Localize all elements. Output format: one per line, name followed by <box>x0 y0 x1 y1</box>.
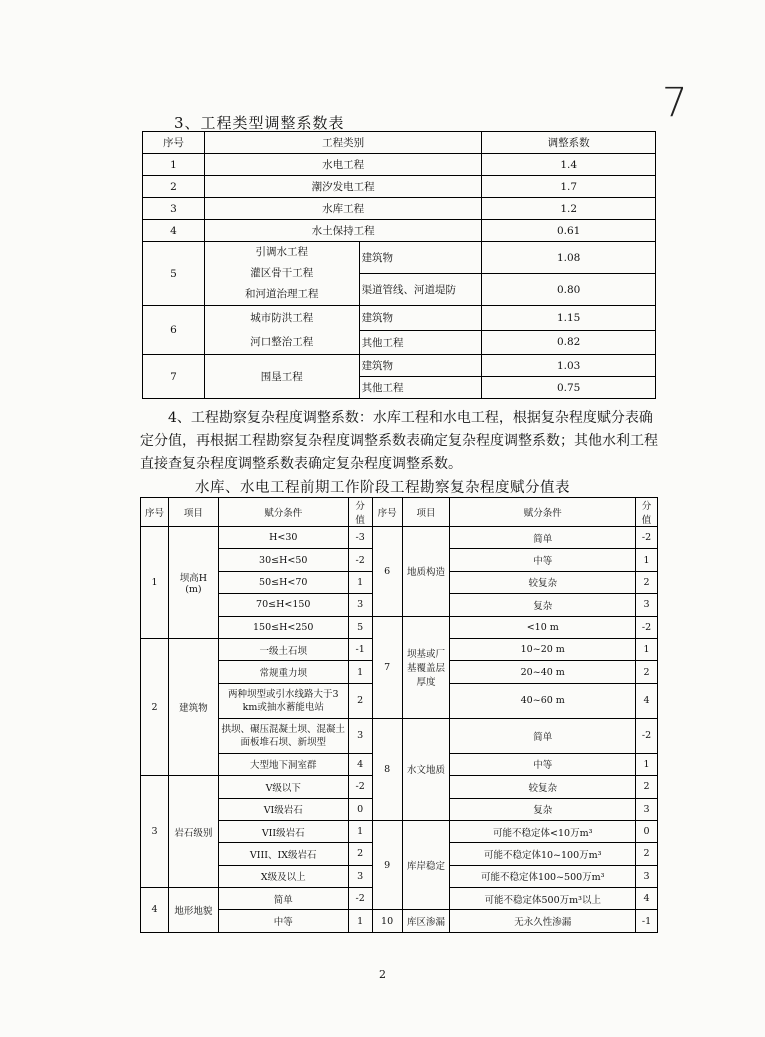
score-condition: 30≤H<50 <box>218 549 348 571</box>
project-type: 水电工程 <box>204 154 481 176</box>
table-caption: 水库、水电工程前期工作阶段工程勘察复杂程度赋分值表 <box>195 480 570 496</box>
score-condition: 中等 <box>450 753 636 775</box>
col-header: 赋分条件 <box>218 498 348 527</box>
table-row <box>143 220 656 242</box>
sub-type: 其他工程 <box>359 330 482 355</box>
section4-paragraph <box>140 407 660 476</box>
group-no: 1 <box>141 527 169 639</box>
score-value: -2 <box>636 718 658 753</box>
score-value: 3 <box>636 865 658 887</box>
score-condition: 中等 <box>218 910 348 932</box>
paragraph-text: 4、工程勘察复杂程度调整系数：水库工程和水电工程，根据复杂程度赋分表确定分值，再根据工程勘察复杂程度调整系数表确定复杂程度调整系数；其他水利工程直接查复杂程度调整系数表确定复杂程度调整系数。 <box>140 410 658 472</box>
score-condition: 复杂 <box>450 594 636 616</box>
group-item: 坝高H (m) <box>168 527 218 639</box>
score-value: 3 <box>348 594 372 616</box>
table-row <box>143 355 656 377</box>
group-item: 地形地貌 <box>168 888 218 933</box>
coefficient: 1.03 <box>482 355 656 377</box>
table-row <box>141 820 658 842</box>
score-condition: 无永久性渗漏 <box>450 910 636 932</box>
score-condition: V级以下 <box>218 776 348 798</box>
col-header: 序号 <box>143 132 205 154</box>
table-row <box>143 176 656 198</box>
project-type: 水土保持工程 <box>204 220 481 242</box>
type-line: 灌区骨干工程 <box>250 267 314 279</box>
group-item: 水文地质 <box>402 718 450 820</box>
group-no: 9 <box>372 820 402 910</box>
handwritten-page-number: 7 <box>662 80 688 126</box>
col-header: 分值 <box>348 498 372 527</box>
score-value: 2 <box>636 843 658 865</box>
row-no: 6 <box>143 306 205 355</box>
group-item: 坝基或厂基覆盖层厚度 <box>402 616 450 718</box>
coefficient: 0.80 <box>482 274 656 306</box>
score-value: -2 <box>636 616 658 638</box>
score-value: 4 <box>636 888 658 910</box>
table-row <box>141 616 658 638</box>
coefficient: 0.82 <box>482 330 656 355</box>
score-condition: 较复杂 <box>450 776 636 798</box>
score-condition: 拱坝、碾压混凝土坝、混凝土面板堆石坝、新坝型 <box>218 718 348 753</box>
score-value: 1 <box>636 549 658 571</box>
table-row <box>141 718 658 753</box>
score-value: 0 <box>348 798 372 820</box>
score-condition: 50≤H<70 <box>218 571 348 593</box>
score-condition: 一级土石坝 <box>218 638 348 660</box>
score-value: 3 <box>348 718 372 753</box>
score-value: -2 <box>348 776 372 798</box>
score-condition: 可能不稳定体100~500万m³ <box>450 865 636 887</box>
coefficient: 1.7 <box>482 176 656 198</box>
score-condition: 20~40 m <box>450 661 636 683</box>
project-type <box>204 242 359 306</box>
table-row <box>143 242 656 274</box>
table-header-row <box>141 498 658 527</box>
coefficient: 1.08 <box>482 242 656 274</box>
score-value: 2 <box>348 683 372 718</box>
score-condition: <10 m <box>450 616 636 638</box>
group-no: 10 <box>372 910 402 932</box>
table-row <box>143 154 656 176</box>
score-value: 1 <box>348 661 372 683</box>
score-value: 2 <box>636 776 658 798</box>
row-no: 1 <box>143 154 205 176</box>
score-condition: H<30 <box>218 527 348 549</box>
score-value: -1 <box>636 910 658 932</box>
group-item: 地质构造 <box>402 527 450 617</box>
score-value: 2 <box>636 571 658 593</box>
group-no: 4 <box>141 888 169 933</box>
row-no: 7 <box>143 355 205 399</box>
score-value: 0 <box>636 820 658 842</box>
col-header: 赋分条件 <box>450 498 636 527</box>
table-row <box>141 527 658 549</box>
score-condition: 简单 <box>450 718 636 753</box>
table-row <box>141 910 658 932</box>
score-value: 1 <box>636 753 658 775</box>
type-line: 城市防洪工程 <box>250 312 314 324</box>
score-condition: 两种坝型或引水线路大于3 km或抽水蓄能电站 <box>218 683 348 718</box>
score-condition: 较复杂 <box>450 571 636 593</box>
table-header-row <box>143 132 656 154</box>
score-condition: 简单 <box>218 888 348 910</box>
row-no: 5 <box>143 242 205 306</box>
type-line: 引调水工程 <box>255 246 308 258</box>
score-condition: 大型地下洞室群 <box>218 753 348 775</box>
group-no: 2 <box>141 638 169 775</box>
row-no: 4 <box>143 220 205 242</box>
group-item: 库岸稳定 <box>402 820 450 910</box>
score-value: 4 <box>636 683 658 718</box>
group-no: 6 <box>372 527 402 617</box>
score-condition: 40~60 m <box>450 683 636 718</box>
score-condition: 常规重力坝 <box>218 661 348 683</box>
table-row <box>143 198 656 220</box>
col-header: 工程类别 <box>204 132 481 154</box>
row-no: 3 <box>143 198 205 220</box>
type-line: 和河道治理工程 <box>244 288 319 300</box>
score-value: 1 <box>348 910 372 932</box>
sub-type: 渠道管线、河道堤防 <box>359 274 482 306</box>
score-condition: 复杂 <box>450 798 636 820</box>
group-item: 库区渗漏 <box>402 910 450 932</box>
score-value: 3 <box>636 798 658 820</box>
group-no: 8 <box>372 718 402 820</box>
score-value: -2 <box>636 527 658 549</box>
complexity-score-table <box>140 497 658 933</box>
col-header: 序号 <box>141 498 169 527</box>
col-header: 项目 <box>402 498 450 527</box>
coefficient: 0.75 <box>482 377 656 399</box>
section3-title: 3、工程类型调整系数表 <box>174 114 345 132</box>
table-row <box>143 306 656 331</box>
col-header: 序号 <box>372 498 402 527</box>
project-type: 潮汐发电工程 <box>204 176 481 198</box>
group-no: 7 <box>372 616 402 718</box>
score-condition: 可能不稳定体500万m³以上 <box>450 888 636 910</box>
coefficient: 1.2 <box>482 198 656 220</box>
col-header: 项目 <box>168 498 218 527</box>
sub-type: 建筑物 <box>359 242 482 274</box>
page-footer-number: 2 <box>379 968 386 981</box>
project-type: 围垦工程 <box>204 355 359 399</box>
score-condition: 可能不稳定体<10万m³ <box>450 820 636 842</box>
group-no: 3 <box>141 776 169 888</box>
score-condition: 10~20 m <box>450 638 636 660</box>
coefficient: 1.15 <box>482 306 656 331</box>
score-condition: 可能不稳定体10~100万m³ <box>450 843 636 865</box>
score-value: -3 <box>348 527 372 549</box>
col-header: 调整系数 <box>482 132 656 154</box>
score-value: 3 <box>348 865 372 887</box>
score-condition: X级及以上 <box>218 865 348 887</box>
score-condition: 70≤H<150 <box>218 594 348 616</box>
score-value: 1 <box>348 820 372 842</box>
project-type <box>204 306 359 355</box>
score-condition: VIII、IX级岩石 <box>218 843 348 865</box>
score-value: 5 <box>348 616 372 638</box>
score-condition: 中等 <box>450 549 636 571</box>
score-value: 3 <box>636 594 658 616</box>
score-value: -2 <box>348 888 372 910</box>
score-value: -1 <box>348 638 372 660</box>
score-value: 1 <box>348 571 372 593</box>
type-line: 河口整治工程 <box>250 336 314 348</box>
coefficient: 0.61 <box>482 220 656 242</box>
score-value: 4 <box>348 753 372 775</box>
score-value: 2 <box>636 661 658 683</box>
sub-type: 建筑物 <box>359 355 482 377</box>
project-type: 水库工程 <box>204 198 481 220</box>
row-no: 2 <box>143 176 205 198</box>
col-header: 分值 <box>636 498 658 527</box>
adjustment-coef-table <box>142 131 656 399</box>
score-condition: VII级岩石 <box>218 820 348 842</box>
group-item: 建筑物 <box>168 638 218 775</box>
score-condition: 150≤H<250 <box>218 616 348 638</box>
score-condition: VI级岩石 <box>218 798 348 820</box>
sub-type: 建筑物 <box>359 306 482 331</box>
group-item: 岩石级别 <box>168 776 218 888</box>
score-value: 1 <box>636 638 658 660</box>
coefficient: 1.4 <box>482 154 656 176</box>
score-value: -2 <box>348 549 372 571</box>
sub-type: 其他工程 <box>359 377 482 399</box>
score-value: 2 <box>348 843 372 865</box>
score-condition: 简单 <box>450 527 636 549</box>
